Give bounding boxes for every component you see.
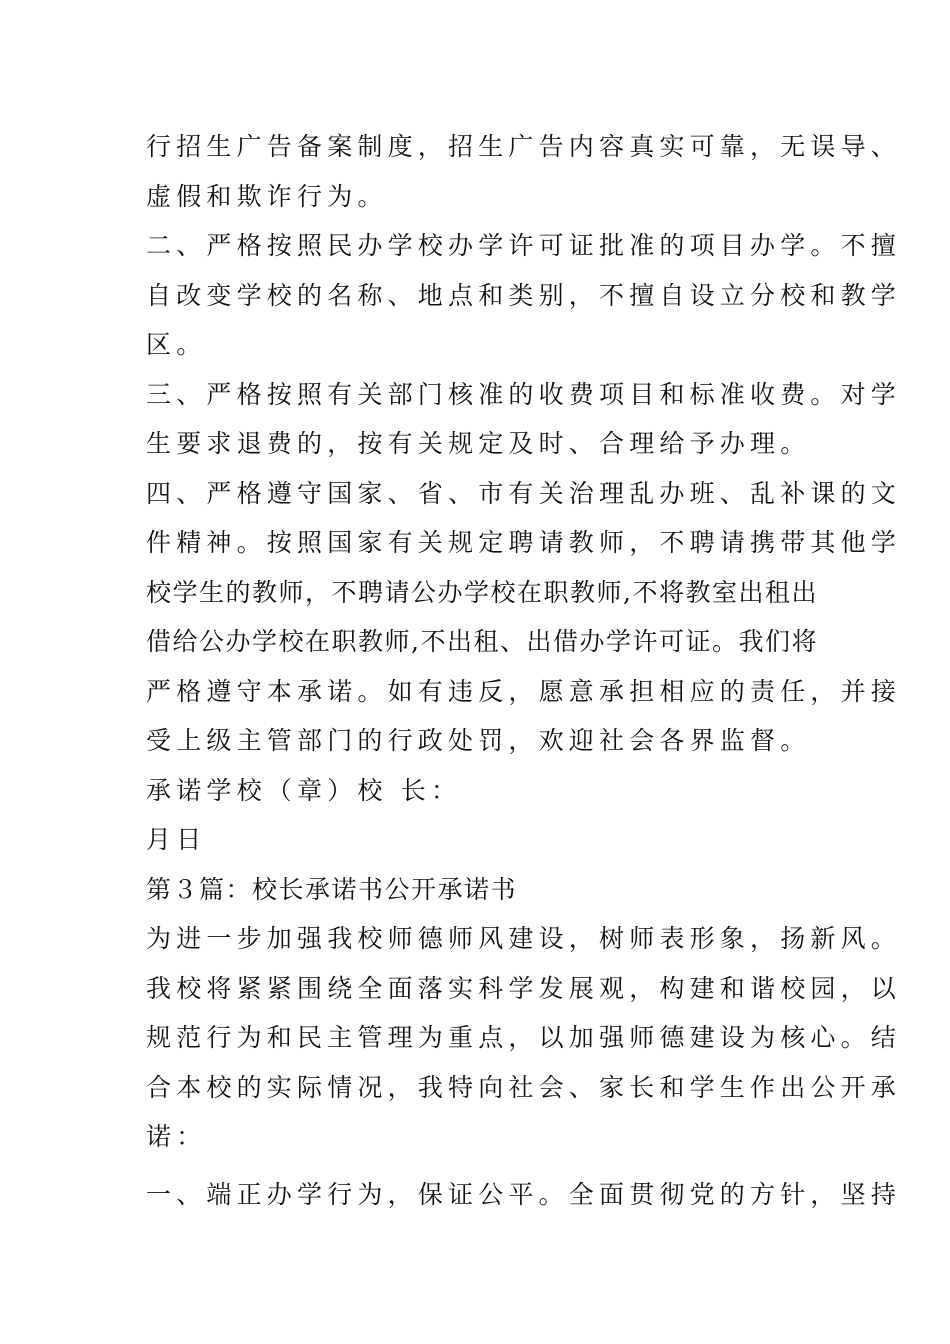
text-line: 合本校的实际情况，我特向社会、家长和学生作出公开承 — [146, 1072, 902, 1102]
document-body — [146, 122, 902, 1219]
text-line: 校学生的教师，不聘请公办学校在职教师,不将教室出租出 — [146, 577, 818, 607]
text-line: 区。 — [146, 330, 207, 359]
signature-line: 承诺学校（章）校 长： — [146, 775, 462, 805]
text-line: 诺： — [146, 1122, 207, 1151]
text-line: 我校将紧紧围绕全面落实科学发展观，构建和谐校园，以 — [146, 973, 902, 1003]
paragraph-gap — [146, 1162, 816, 1170]
text-line: 件精神。按照国家有关规定聘请教师，不聘请携带其他学 — [146, 528, 902, 557]
text-line: 一、端正办学行为，保证公平。全面贯彻党的方针，坚持 — [146, 1179, 902, 1209]
text-line: 严格遵守本承诺。如有违反，愿意承担相应的责任，并接 — [146, 676, 902, 706]
text-line: 四、严格遵守国家、省、市有关治理乱办班、乱补课的文 — [146, 478, 902, 508]
text-line: 虚假和欺诈行为。 — [146, 181, 388, 211]
text-line: 生要求退费的，按有关规定及时、合理给予办理。 — [146, 429, 811, 458]
text-line: 三、严格按照有关部门核准的收费项目和标准收费。对学 — [146, 379, 902, 409]
text-line: 二、严格按照民办学校办学许可证批准的项目办学。不擅 — [146, 231, 902, 260]
text-line: 受上级主管部门的行政处罚，欢迎社会各界监督。 — [146, 726, 811, 755]
section-heading: 第３篇：校长承诺书公开承诺书 — [146, 874, 518, 904]
text-line: 自改变学校的名称、地点和类别，不擅自设立分校和教学 — [146, 280, 902, 310]
text-line: 行招生广告备案制度，招生广告内容真实可靠，无误导、 — [146, 132, 902, 161]
text-line: 规范行为和民主管理为重点，以加强师德建设为核心。结 — [146, 1023, 902, 1052]
text-line: 借给公办学校在职教师,不出租、出借办学许可证。我们将 — [146, 627, 818, 656]
date-line: 月日 — [146, 825, 207, 854]
text-line: 为进一步加强我校师德师风建设，树师表形象，扬新风。 — [146, 924, 902, 953]
